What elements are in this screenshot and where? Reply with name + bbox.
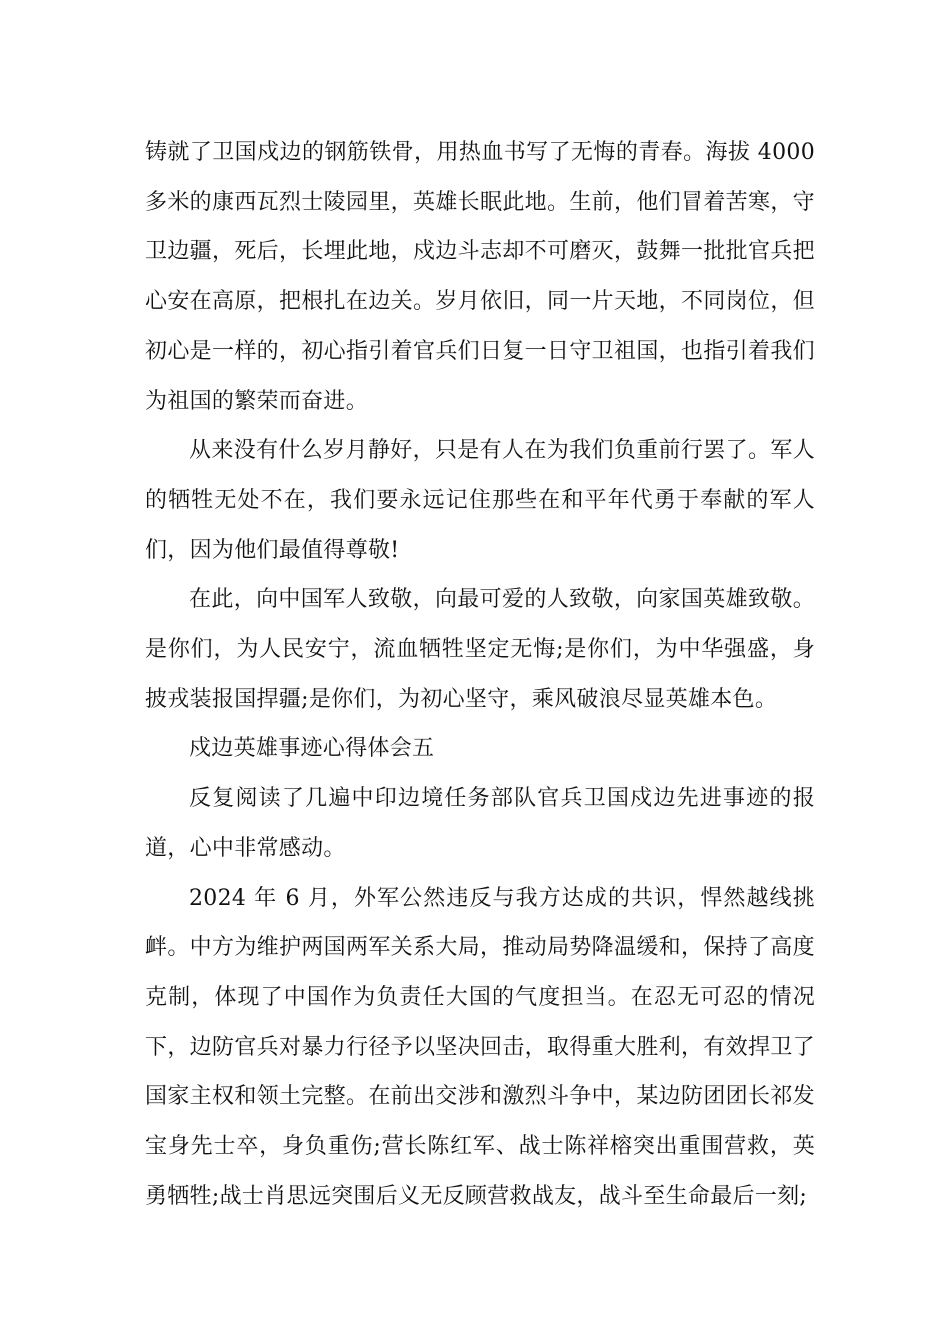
paragraph-4: 反复阅读了几遍中印边境任务部队官兵卫国戍边先进事迹的报道，心中非常感动。: [145, 786, 815, 861]
paragraph-5: 2024 年 6 月，外军公然违反与我方达成的共识，悍然越线挑衅。中方为维护两国两军关系大局，推动局势降温缓和，保持了高度克制，体现了中国作为负责任大国的气度担当。在忍无可忍的情况下，边防官兵对暴力行径予以坚决回击，取得重大胜利，有效捍卫了国家主权和领土完整。在前出交涉和激烈斗争中，某边防团团长祁发宝身先士卒，身负重伤;营长陈红军、战士陈祥榕突出重围营救，英勇牺牲;战士肖思远突围后义无反顾营救战友，战斗至生命最后一刻;: [145, 885, 815, 1209]
paragraph-2: 从来没有什么岁月静好，只是有人在为我们负重前行罢了。军人的牺牲无处不在，我们要永远记住那些在和平年代勇于奉献的军人们，因为他们最值得尊敬!: [145, 438, 815, 563]
document-body: [145, 128, 815, 1221]
section-heading: 戍边英雄事迹心得体会五: [189, 736, 435, 762]
paragraph-3: 在此，向中国军人致敬，向最可爱的人致敬，向家国英雄致敬。是你们，为人民安宁，流血牺牲坚定无悔;是你们，为中华强盛，身披戎装报国捍疆;是你们，为初心坚守，乘风破浪尽显英雄本色。: [145, 587, 815, 712]
paragraph-1: 铸就了卫国戍边的钢筋铁骨，用热血书写了无悔的青春。海拔 4000 多米的康西瓦烈士陵园里，英雄长眠此地。生前，他们冒着苦寒，守卫边疆，死后，长埋此地，戍边斗志却不可磨灭，鼓舞一批批官兵把心安在高原，把根扎在边关。岁月依旧，同一片天地，不同岗位，但初心是一样的，初心指引着官兵们日复一日守卫祖国，也指引着我们为祖国的繁荣而奋进。: [145, 140, 815, 414]
